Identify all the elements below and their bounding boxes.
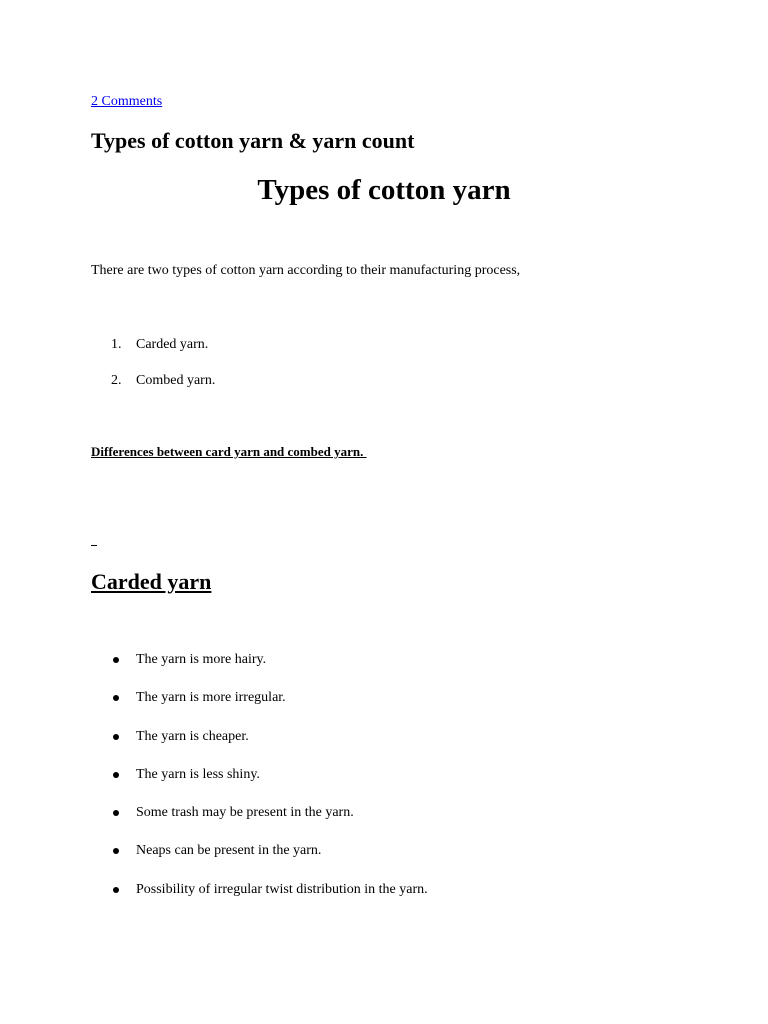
list-item xyxy=(91,372,215,408)
intro-paragraph: There are two types of cotton yarn according to their manufacturing process, xyxy=(91,263,521,278)
carded-yarn-heading: Carded yarn xyxy=(91,569,212,594)
list-item xyxy=(91,336,215,372)
list-item xyxy=(91,881,428,919)
carded-yarn-points xyxy=(91,651,428,919)
list-number: 1. xyxy=(111,337,122,352)
list-item-label: The yarn is cheaper. xyxy=(136,728,249,744)
bullet-icon xyxy=(113,734,119,740)
comments-link[interactable]: 2 Comments xyxy=(91,94,163,109)
list-item-label: Some trash may be present in the yarn. xyxy=(136,805,354,821)
list-item-label: Possibility of irregular twist distribution in the yarn. xyxy=(136,881,428,897)
list-item xyxy=(91,651,428,689)
differences-heading: Differences between card yarn and combed yarn. xyxy=(91,444,367,459)
list-item-label: Combed yarn. xyxy=(136,373,216,388)
bullet-icon xyxy=(113,657,119,663)
yarn-types-list xyxy=(91,336,215,408)
list-item-label: The yarn is more hairy. xyxy=(136,652,267,667)
post-title: Types of cotton yarn & yarn count xyxy=(91,128,415,153)
bullet-icon xyxy=(113,848,119,854)
bullet-icon xyxy=(113,810,119,816)
list-number: 2. xyxy=(111,373,122,388)
list-item-label: Neaps can be present in the yarn. xyxy=(136,843,322,859)
bullet-icon xyxy=(113,887,119,893)
dash-mark xyxy=(91,545,97,546)
main-heading: Types of cotton yarn xyxy=(257,174,511,206)
list-item-label: The yarn is more irregular. xyxy=(136,690,286,706)
list-item xyxy=(91,766,428,804)
bullet-icon xyxy=(113,772,119,778)
list-item xyxy=(91,689,428,727)
list-item xyxy=(91,842,428,880)
list-item xyxy=(91,804,428,842)
bullet-icon xyxy=(113,695,119,701)
list-item xyxy=(91,728,428,766)
list-item-label: The yarn is less shiny. xyxy=(136,766,260,782)
list-item-label: Carded yarn. xyxy=(136,337,209,352)
